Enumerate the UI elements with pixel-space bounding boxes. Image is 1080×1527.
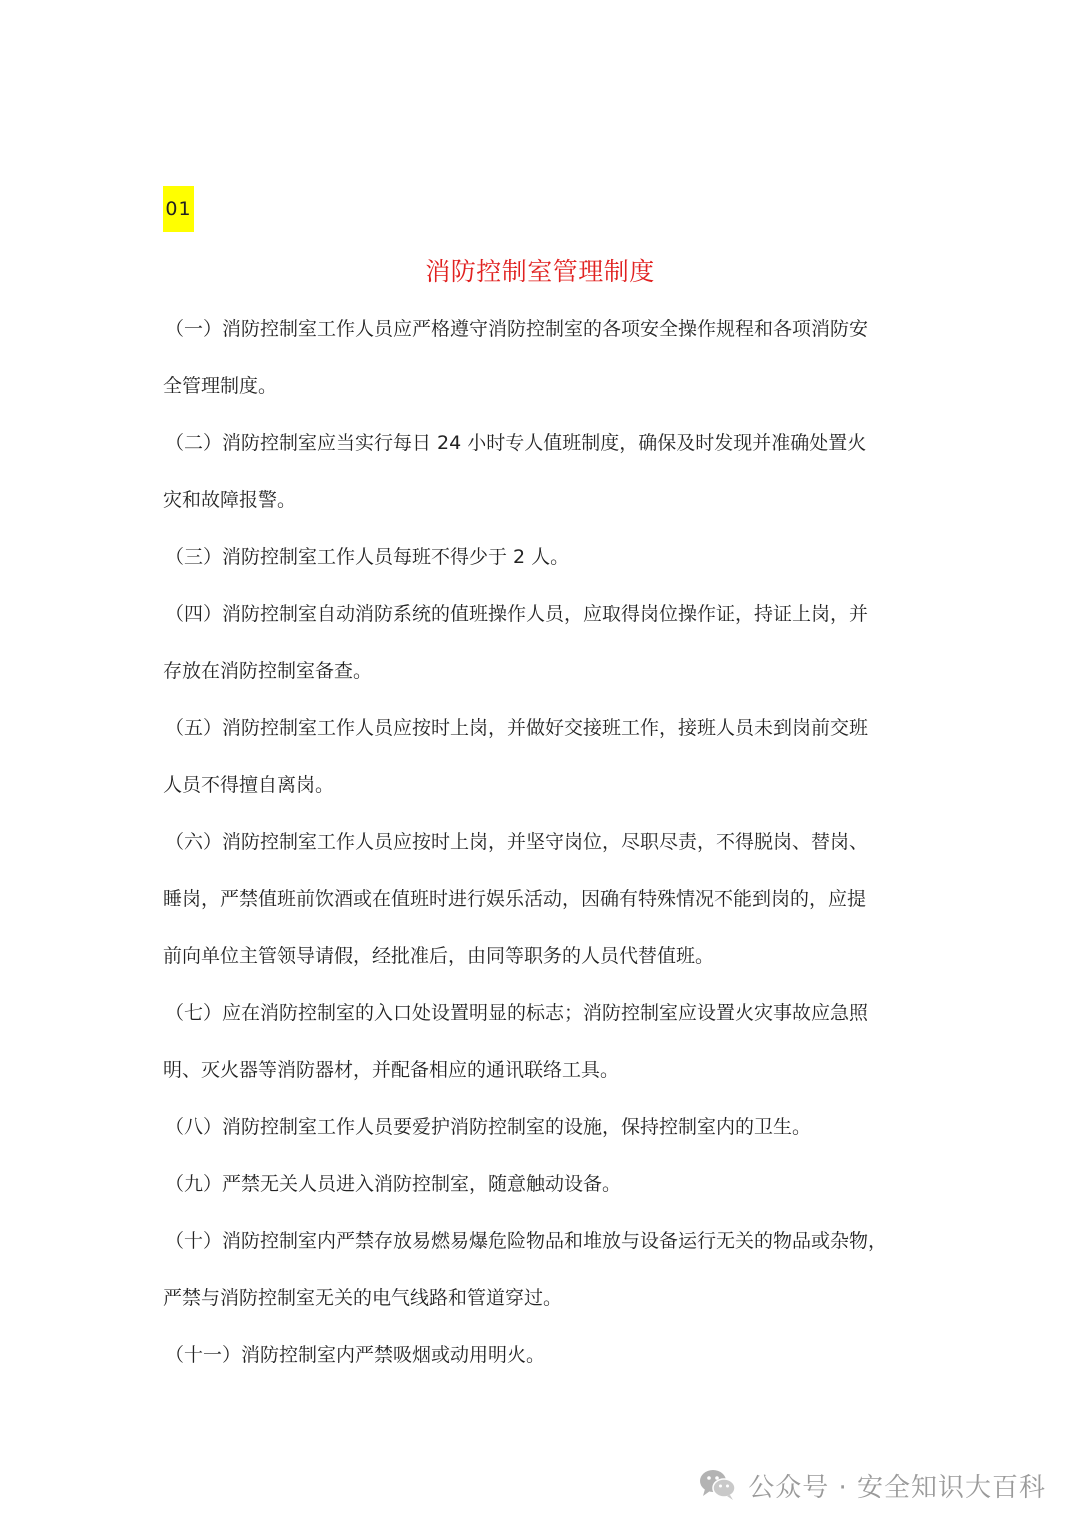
watermark-text: 公众号 · 安全知识大百科 [748, 1472, 1046, 1503]
rule-paragraph [163, 1327, 923, 1384]
wechat-icon [698, 1467, 738, 1503]
rule-paragraph [163, 529, 923, 586]
rule-text-line: 全管理制度。 [163, 375, 278, 397]
rule-paragraph [163, 814, 923, 985]
rule-text-line: （二）消防控制室应当实行每日 24 小时专人值班制度，确保及时发现并准确处置火 [165, 432, 867, 454]
rule-text-line: （十）消防控制室内严禁存放易燃易爆危险物品和堆放与设备运行无关的物品或杂物， [165, 1230, 888, 1252]
rule-text-line: （十一）消防控制室内严禁吸烟或动用明火。 [165, 1344, 546, 1366]
rule-paragraph [163, 1213, 923, 1327]
rule-text-line: （七）应在消防控制室的入口处设置明显的标志；消防控制室应设置火灾事故应急照 [165, 1002, 869, 1024]
rules-list [163, 301, 923, 1384]
rule-paragraph [163, 301, 923, 415]
rule-paragraph [163, 985, 923, 1099]
rule-text-line: （六）消防控制室工作人员应按时上岗，并坚守岗位，尽职尽责，不得脱岗、替岗、 [165, 831, 869, 853]
rule-paragraph [163, 1156, 923, 1213]
rule-text-line: 灾和故障报警。 [163, 489, 297, 511]
rule-text-line: （五）消防控制室工作人员应按时上岗，并做好交接班工作，接班人员未到岗前交班 [165, 717, 869, 739]
rule-paragraph [163, 586, 923, 700]
rule-text-line: 前向单位主管领导请假，经批准后，由同等职务的人员代替值班。 [163, 945, 715, 967]
rule-text-line: （四）消防控制室自动消防系统的值班操作人员，应取得岗位操作证，持证上岗，并 [165, 603, 869, 625]
rule-text-line: 人员不得擅自离岗。 [163, 774, 335, 796]
rule-text-line: 存放在消防控制室备查。 [163, 660, 373, 682]
section-number-badge: 01 [163, 186, 194, 232]
rule-paragraph [163, 415, 923, 529]
rule-text-line: （九）严禁无关人员进入消防控制室，随意触动设备。 [165, 1173, 622, 1195]
rule-text-line: 明、灭火器等消防器材，并配备相应的通讯联络工具。 [163, 1059, 620, 1081]
rule-text-line: 严禁与消防控制室无关的电气线路和管道穿过。 [163, 1287, 563, 1309]
rule-text-line: （三）消防控制室工作人员每班不得少于 2 人。 [165, 546, 570, 568]
document-title: 消防控制室管理制度 [425, 257, 655, 286]
rule-text-line: 睡岗，严禁值班前饮酒或在值班时进行娱乐活动，因确有特殊情况不能到岗的，应提 [163, 888, 867, 910]
rule-paragraph [163, 1099, 923, 1156]
watermark [698, 1462, 1046, 1508]
rule-text-line: （一）消防控制室工作人员应严格遵守消防控制室的各项安全操作规程和各项消防安 [165, 318, 869, 340]
rule-paragraph [163, 700, 923, 814]
rule-text-line: （八）消防控制室工作人员要爱护消防控制室的设施，保持控制室内的卫生。 [165, 1116, 812, 1138]
